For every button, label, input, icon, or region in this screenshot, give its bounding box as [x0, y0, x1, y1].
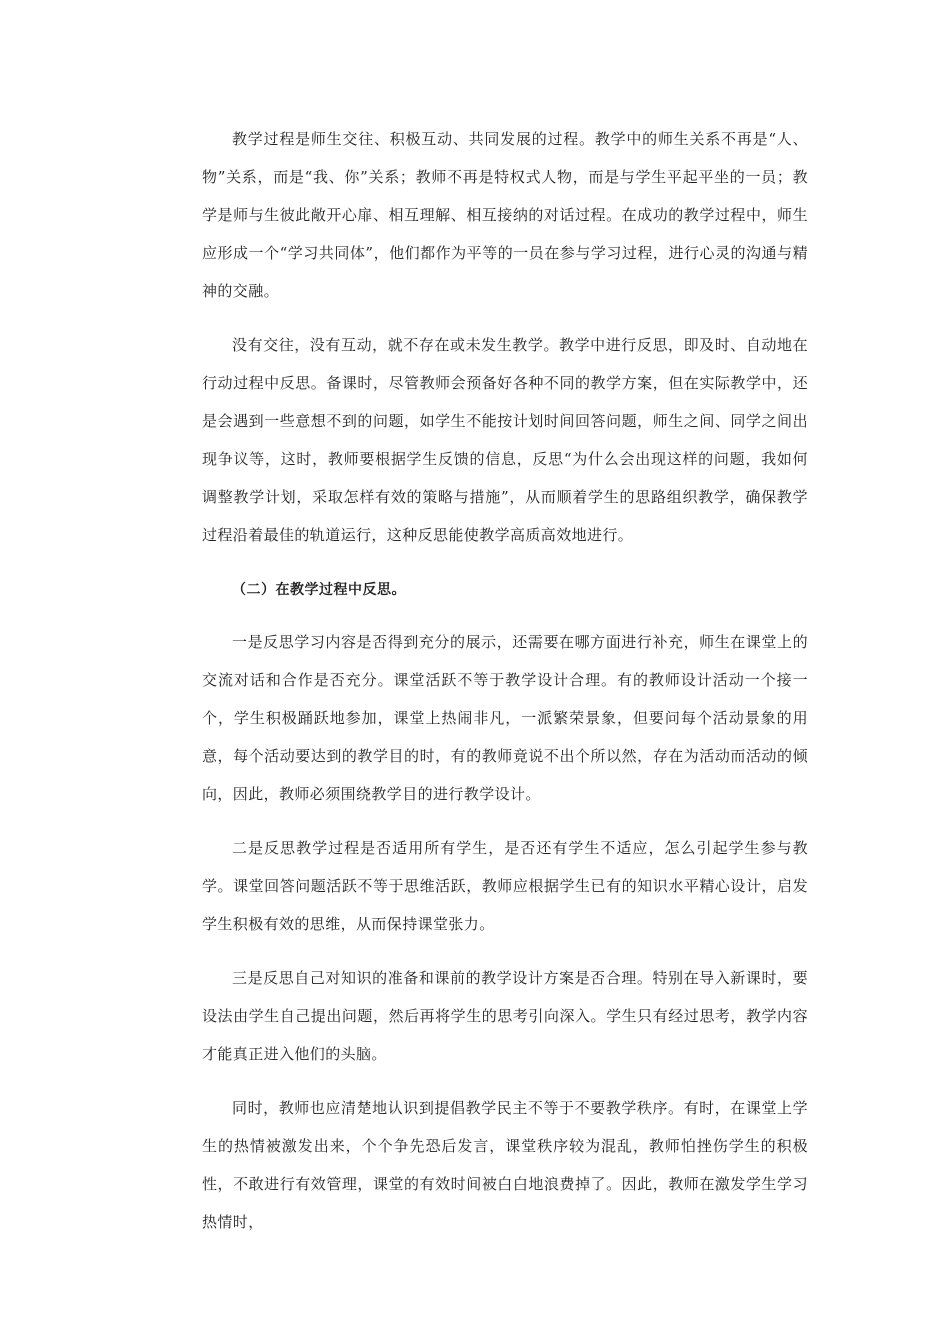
paragraph-classroom-order: 同时，教师也应清楚地认识到提倡教学民主不等于不要教学秩序。有时，在课堂上学生的热情被激发出来，个个争先恐后发言，课堂秩序较为混乱，教师怕挫伤学生的积极性，不敢进行有效管理，课堂的有效时间被白白地浪费掉了。因此，教师在激发学生学习热情时，	[202, 1099, 808, 1231]
paragraph-teaching-interaction: 教学过程是师生交往、积极互动、共同发展的过程。教学中的师生关系不再是“人、物”关系，而是“我、你”关系；教师不再是特权式人物，而是与学生平起平坐的一员；教学是师与生彼此敞开心扉、相互理解、相互接纳的对话过程。在成功的教学过程中，师生应形成一个“学习共同体”，他们都作为平等的一员在参与学习过程，进行心灵的沟通与精神的交融。	[202, 130, 808, 300]
section-heading: （二）在教学过程中反思。	[232, 582, 406, 598]
paragraph-point-one: 一是反思学习内容是否得到充分的展示，还需要在哪方面进行补充，师生在课堂上的交流对话和合作是否充分。课堂活跃不等于教学设计合理。有的教师设计活动一个接一个，学生积极踊跃地参加，课堂上热闹非凡，一派繁荣景象，但要问每个活动景象的用意，每个活动要达到的教学目的时，有的教师竟说不出个所以然，存在为活动而活动的倾向，因此，教师必须围绕教学目的进行教学设计。	[202, 633, 808, 803]
paragraph-point-three: 三是反思自己对知识的准备和课前的教学设计方案是否合理。特别在导入新课时，要设法由学生自己提出问题，然后再将学生的思考引向深入。学生只有经过思考，教学内容才能真正进入他们的头脑。	[202, 969, 808, 1063]
paragraph-reflection-in-action: 没有交往，没有互动，就不存在或未发生教学。教学中进行反思，即及时、自动地在行动过程中反思。备课时，尽管教师会预备好各种不同的教学方案，但在实际教学中，还是会遇到一些意想不到的问题，如学生不能按计划时间回答问题，师生之间、同学之间出现争议等，这时，教师要根据学生反馈的信息，反思“为什么会出现这样的问题，我如何调整教学计划，采取怎样有效的策略与措施”，从而顺着学生的思路组织教学，确保教学过程沿着最佳的轨道运行，这种反思能使教学高质高效地进行。	[202, 336, 808, 544]
paragraph-point-two: 二是反思教学过程是否适用所有学生，是否还有学生不适应，怎么引起学生参与教学。课堂回答问题活跃不等于思维活跃，教师应根据学生已有的知识水平精心设计，启发学生积极有效的思维，从而保持课堂张力。	[202, 839, 808, 933]
document-body	[202, 120, 808, 1241]
